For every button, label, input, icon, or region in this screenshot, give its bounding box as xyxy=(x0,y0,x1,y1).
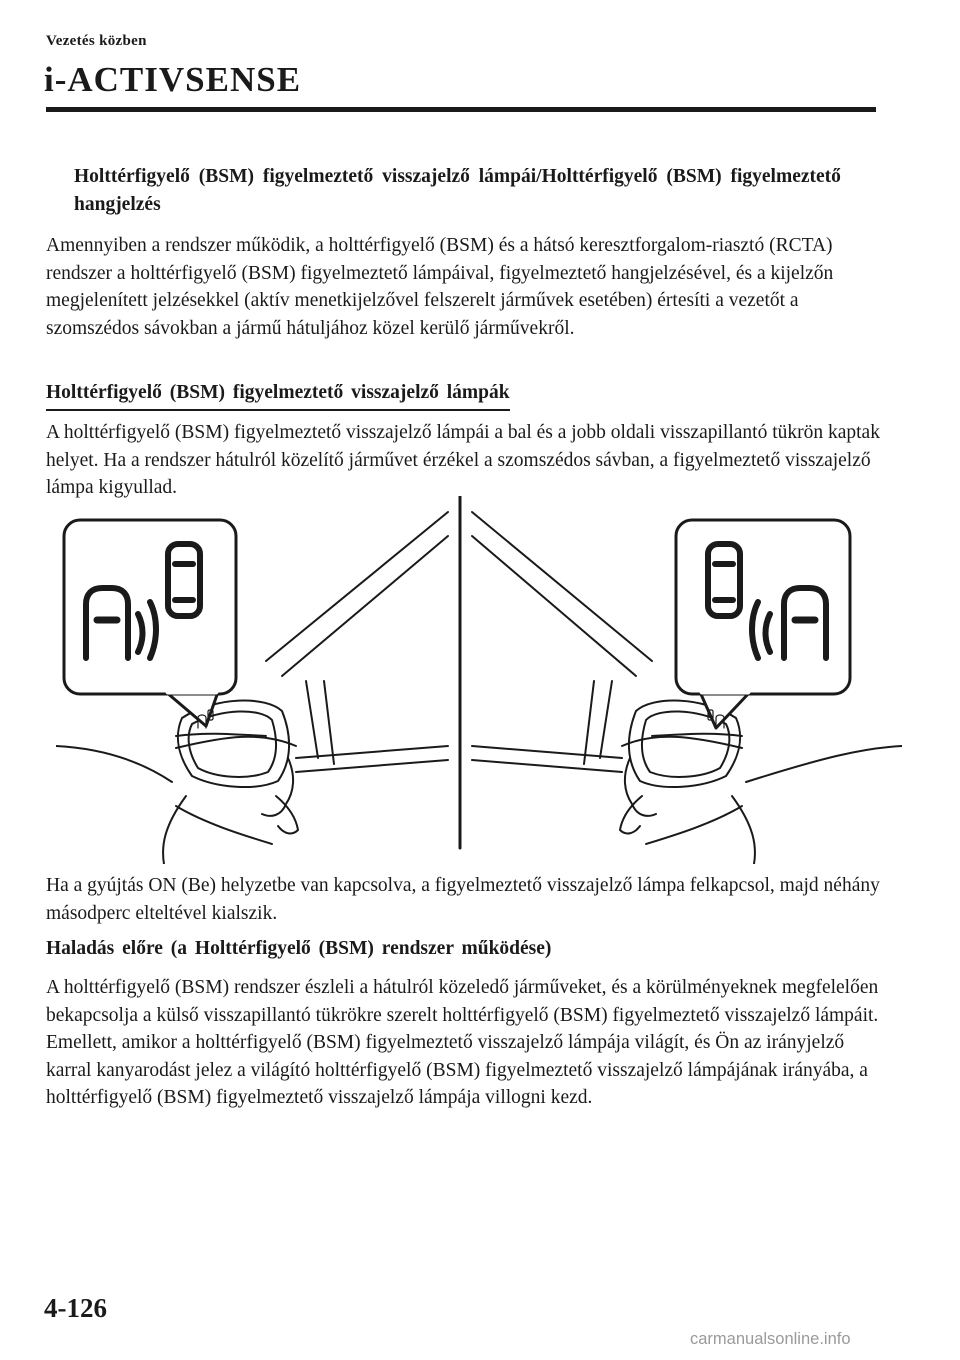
lamps-paragraph: A holttérfigyelő (BSM) figyelmeztető visszajelző lámpái a bal és a jobb oldali visszapillantó tükrön kaptak helyet. Ha a rendszer hátulról közelítő járművet érzékel a szomszédos sávban, a figyelmeztető visszajelző lámpa kigyullad. xyxy=(46,422,880,498)
header-divider xyxy=(46,107,876,112)
watermark: carmanualsonline.info xyxy=(690,1330,851,1348)
lamps-subheading xyxy=(46,379,510,411)
mirror-illustration xyxy=(56,496,902,864)
lamps-subheading-text: Holttérfigyelő (BSM) figyelmeztető visszajelző lámpák xyxy=(46,379,510,411)
operation-subheading: Haladás előre (a Holttérfigyelő (BSM) rendszer működése) xyxy=(46,938,552,959)
ignition-paragraph: Ha a gyújtás ON (Be) helyzetbe van kapcsolva, a figyelmeztető visszajelző lámpa felkapcsol, majd néhány másodperc elteltével kialszik. xyxy=(46,875,880,924)
breadcrumb: Vezetés közben xyxy=(46,33,147,49)
right-mirror xyxy=(620,701,902,864)
operation-paragraph: A holttérfigyelő (BSM) rendszer észleli a hátulról közeledő járműveket, és a körülményeknek megfelelően bekapcsolja a külső visszapillantó tükrökre szerelt holttérfigyelő (BSM) figyelmeztető visszajelző lámpáit. Emellett, amikor a holttérfigyelő (BSM) figyelmeztető visszajelző lámpája világít, és Ön az irányjelző karral kanyarodást jelez a világító holttérfigyelő (BSM) figyelmeztető visszajelző lámpájának irányába, a holttérfigyelő (BSM) figyelmeztető visszajelző lámpája villogni kezd. xyxy=(46,977,879,1108)
left-mirror xyxy=(56,701,298,864)
section-heading: Holttérfigyelő (BSM) figyelmeztető visszajelző lámpái/Holttérfigyelő (BSM) figyelmeztető hangjelzés xyxy=(74,166,841,215)
page-number: 4-126 xyxy=(44,1293,107,1323)
intro-paragraph: Amennyiben a rendszer működik, a holttérfigyelő (BSM) és a hátsó keresztforgalom-riasztó (RCTA) rendszer a holttérfigyelő (BSM) figyelmeztető lámpáival, figyelmeztető hangjelzésével, és a kijelzőn megjelenített jelzésekkel (aktív menetkijelzővel felszerelt járművek esetében) értesíti a vezetőt a szomszédos sávokban a jármű hátuljához közel kerülő járművekről. xyxy=(46,235,834,339)
chapter-title: i-ACTIVSENSE xyxy=(44,60,302,99)
